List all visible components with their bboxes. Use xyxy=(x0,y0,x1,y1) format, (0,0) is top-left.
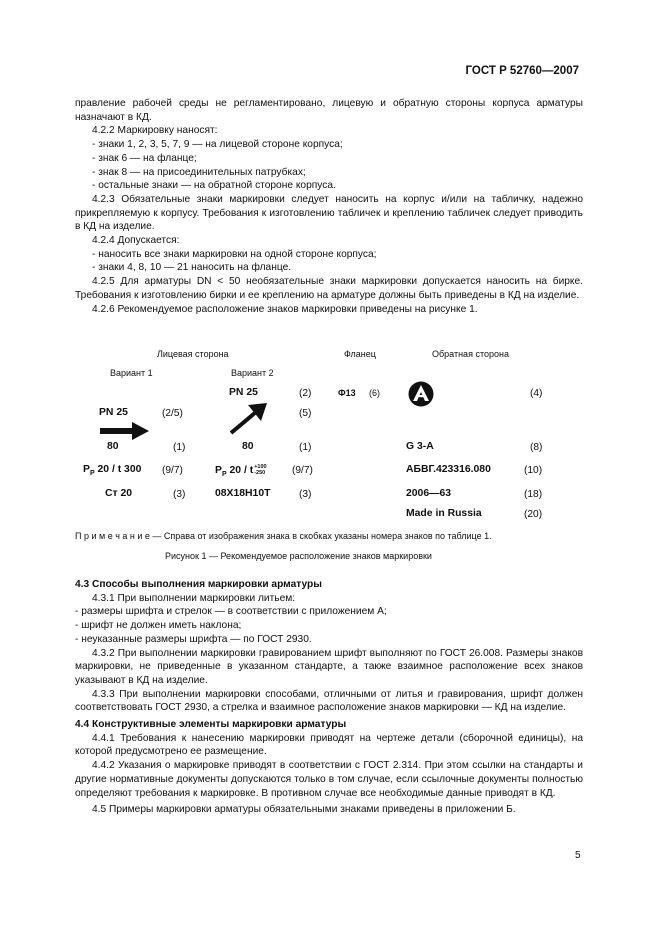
paragraph: 4.4.2 Указания о маркировке приводят в соответствии с ГОСТ 2.314. При этом ссылки на стандарты и другие нормативные документы допускаются только в том случае, если ссылочные документы полностью определяют требования к маркировке. В противном случае все необходимые данные приводят в КД. xyxy=(75,760,583,799)
manufacturer-logo-icon xyxy=(408,381,434,407)
v1-dn-num: (1) xyxy=(173,442,186,453)
face-side-label: Лицевая сторона xyxy=(157,349,229,359)
paragraph: 4.3.3 При выполнении маркировки способами, отличными от литья и гравирования, шрифт должен соответствовать ГОСТ 2930, а стрелка и взаимное расположение знаков маркировки — КД на изделие. xyxy=(75,688,583,714)
paragraph: 4.3.1 При выполнении маркировки литьем: xyxy=(92,592,296,604)
v2-p-sub: P xyxy=(221,470,227,478)
list-item: - знак 6 — на фланце; xyxy=(92,152,197,164)
made-in-num: (20) xyxy=(524,509,543,520)
paragraph: 4.2.6 Рекомендуемое расположение знаков маркировки приведены на рисунке 1. xyxy=(92,303,478,315)
v1-straight-arrow-icon xyxy=(100,421,150,441)
logo-num: (4) xyxy=(530,388,543,399)
v1-material-num: (3) xyxy=(173,489,186,500)
v1-pressure-mark xyxy=(83,464,141,477)
made-in-mark: Made in Russia xyxy=(406,508,482,519)
paragraph: 4.2.5 Для арматуры DN < 50 необязательные знаки маркировки допускается наносить на бирке. Требования к изготовлению бирки и ее креплению на арматуре должны быть приведены в КД на изделие. xyxy=(75,276,583,301)
page-number: 5 xyxy=(575,850,581,861)
flange-label: Фланец xyxy=(344,349,376,359)
flange-num: (6) xyxy=(369,388,380,398)
v1-pn-num: (2/5) xyxy=(162,408,183,419)
v2-material-num: (3) xyxy=(299,489,312,500)
v2-p-rest: 20 / t xyxy=(226,464,254,476)
v2-pn-num: (2) xyxy=(299,388,312,399)
v2-pn-mark: PN 25 xyxy=(229,387,258,398)
section-heading: 4.4 Конструктивные элементы маркировки арматуры xyxy=(75,719,347,731)
v1-p-rest: 20 / t 300 xyxy=(94,464,142,475)
flange-mark: Ф13 xyxy=(338,388,356,398)
list-item: - неуказанные размеры шрифта — по ГОСТ 2930. xyxy=(75,633,312,645)
v2-p-sub2: -250 xyxy=(254,470,266,476)
g-mark: G 3-A xyxy=(406,441,434,452)
variant2-label: Вариант 2 xyxy=(231,368,274,378)
v1-pn-mark: PN 25 xyxy=(99,407,128,418)
v2-pressure-mark xyxy=(215,464,267,478)
v1-dn-mark: 80 xyxy=(107,441,119,452)
v2-dn-num: (1) xyxy=(299,442,312,453)
v2-pressure-num: (9/7) xyxy=(292,465,313,476)
v2-arrow-num: (5) xyxy=(299,408,312,419)
year-num: (18) xyxy=(524,489,543,500)
g-num: (8) xyxy=(530,442,543,453)
list-item: - размеры шрифта и стрелок — в соответствии с приложением А; xyxy=(75,606,387,618)
figure-caption: Рисунок 1 — Рекомендуемое расположение знаков маркировки xyxy=(165,551,432,561)
paragraph: правление рабочей среды не регламентировано, лицевую и обратную стороны корпуса арматуры назначают в КД. xyxy=(75,98,583,123)
list-item: - знаки 1, 2, 3, 5, 7, 9 — на лицевой стороне корпуса; xyxy=(92,139,343,151)
v2-diagonal-arrow-icon xyxy=(228,402,268,436)
paragraph: 4.2.3 Обязательные знаки маркировки следует наносить на корпус и/или на табличку, надежно прикрепляемую к корпусу. Требования к изготовлению табличек и креплению табличек следует приводить в КД на изделие. xyxy=(75,193,583,233)
list-item: - знаки 4, 8, 10 — 21 наносить на фланце. xyxy=(92,262,292,274)
list-item: - шрифт не должен иметь наклона; xyxy=(75,620,242,632)
paragraph: 4.4.1 Требования к нанесению маркировки приводят на чертеже детали (сборочной единицы), на которой предусмотрено ее размещение. xyxy=(75,732,583,758)
v1-p: P xyxy=(83,464,90,475)
list-item: - остальные знаки — на обратной стороне корпуса. xyxy=(92,180,336,192)
doc-num: (10) xyxy=(524,465,543,476)
section-heading: 4.3 Способы выполнения маркировки арматуры xyxy=(75,579,322,590)
figure-note: П р и м е ч а н и е — Справа от изображения знака в скобках указаны номера знаков по таблице 1. xyxy=(75,531,492,541)
document-header: ГОСТ Р 52760—2007 xyxy=(465,65,579,77)
back-side-label: Обратная сторона xyxy=(432,349,509,359)
v2-material-mark: 08Х18Н10Т xyxy=(215,488,271,499)
paragraph: 4.2.4 Допускается: xyxy=(92,235,180,247)
v1-pressure-num: (9/7) xyxy=(162,465,183,476)
v1-p-sub: P xyxy=(89,470,95,478)
paragraph: 4.5 Примеры маркировки арматуры обязательными знаками приведены в приложении Б. xyxy=(92,804,516,816)
top-text-block xyxy=(75,97,583,316)
variant1-label: Вариант 1 xyxy=(110,368,153,378)
v2-p: P xyxy=(215,464,222,476)
paragraph: 4.2.2 Маркировку наносят: xyxy=(92,125,218,137)
doc-mark: АБВГ.423316.080 xyxy=(406,464,491,475)
v1-material-mark: Ст 20 xyxy=(105,488,133,499)
bottom-text-block xyxy=(75,578,583,817)
list-item: - знак 8 — на присоединительных патрубках; xyxy=(92,166,306,178)
year-mark: 2006—63 xyxy=(406,488,452,499)
paragraph: 4.3.2 При выполнении маркировки гравированием шрифт выполняют по ГОСТ 26.008. Размеры знаков маркировки, не приведенные в указанном стандарте, а также взаимное расположение всех знаков указывают в КД на изделие. xyxy=(75,647,583,686)
v2-dn-mark: 80 xyxy=(242,441,254,452)
v2-p-sup: +100 xyxy=(254,464,267,470)
list-item: - наносить все знаки маркировки на одной стороне корпуса; xyxy=(92,248,377,260)
